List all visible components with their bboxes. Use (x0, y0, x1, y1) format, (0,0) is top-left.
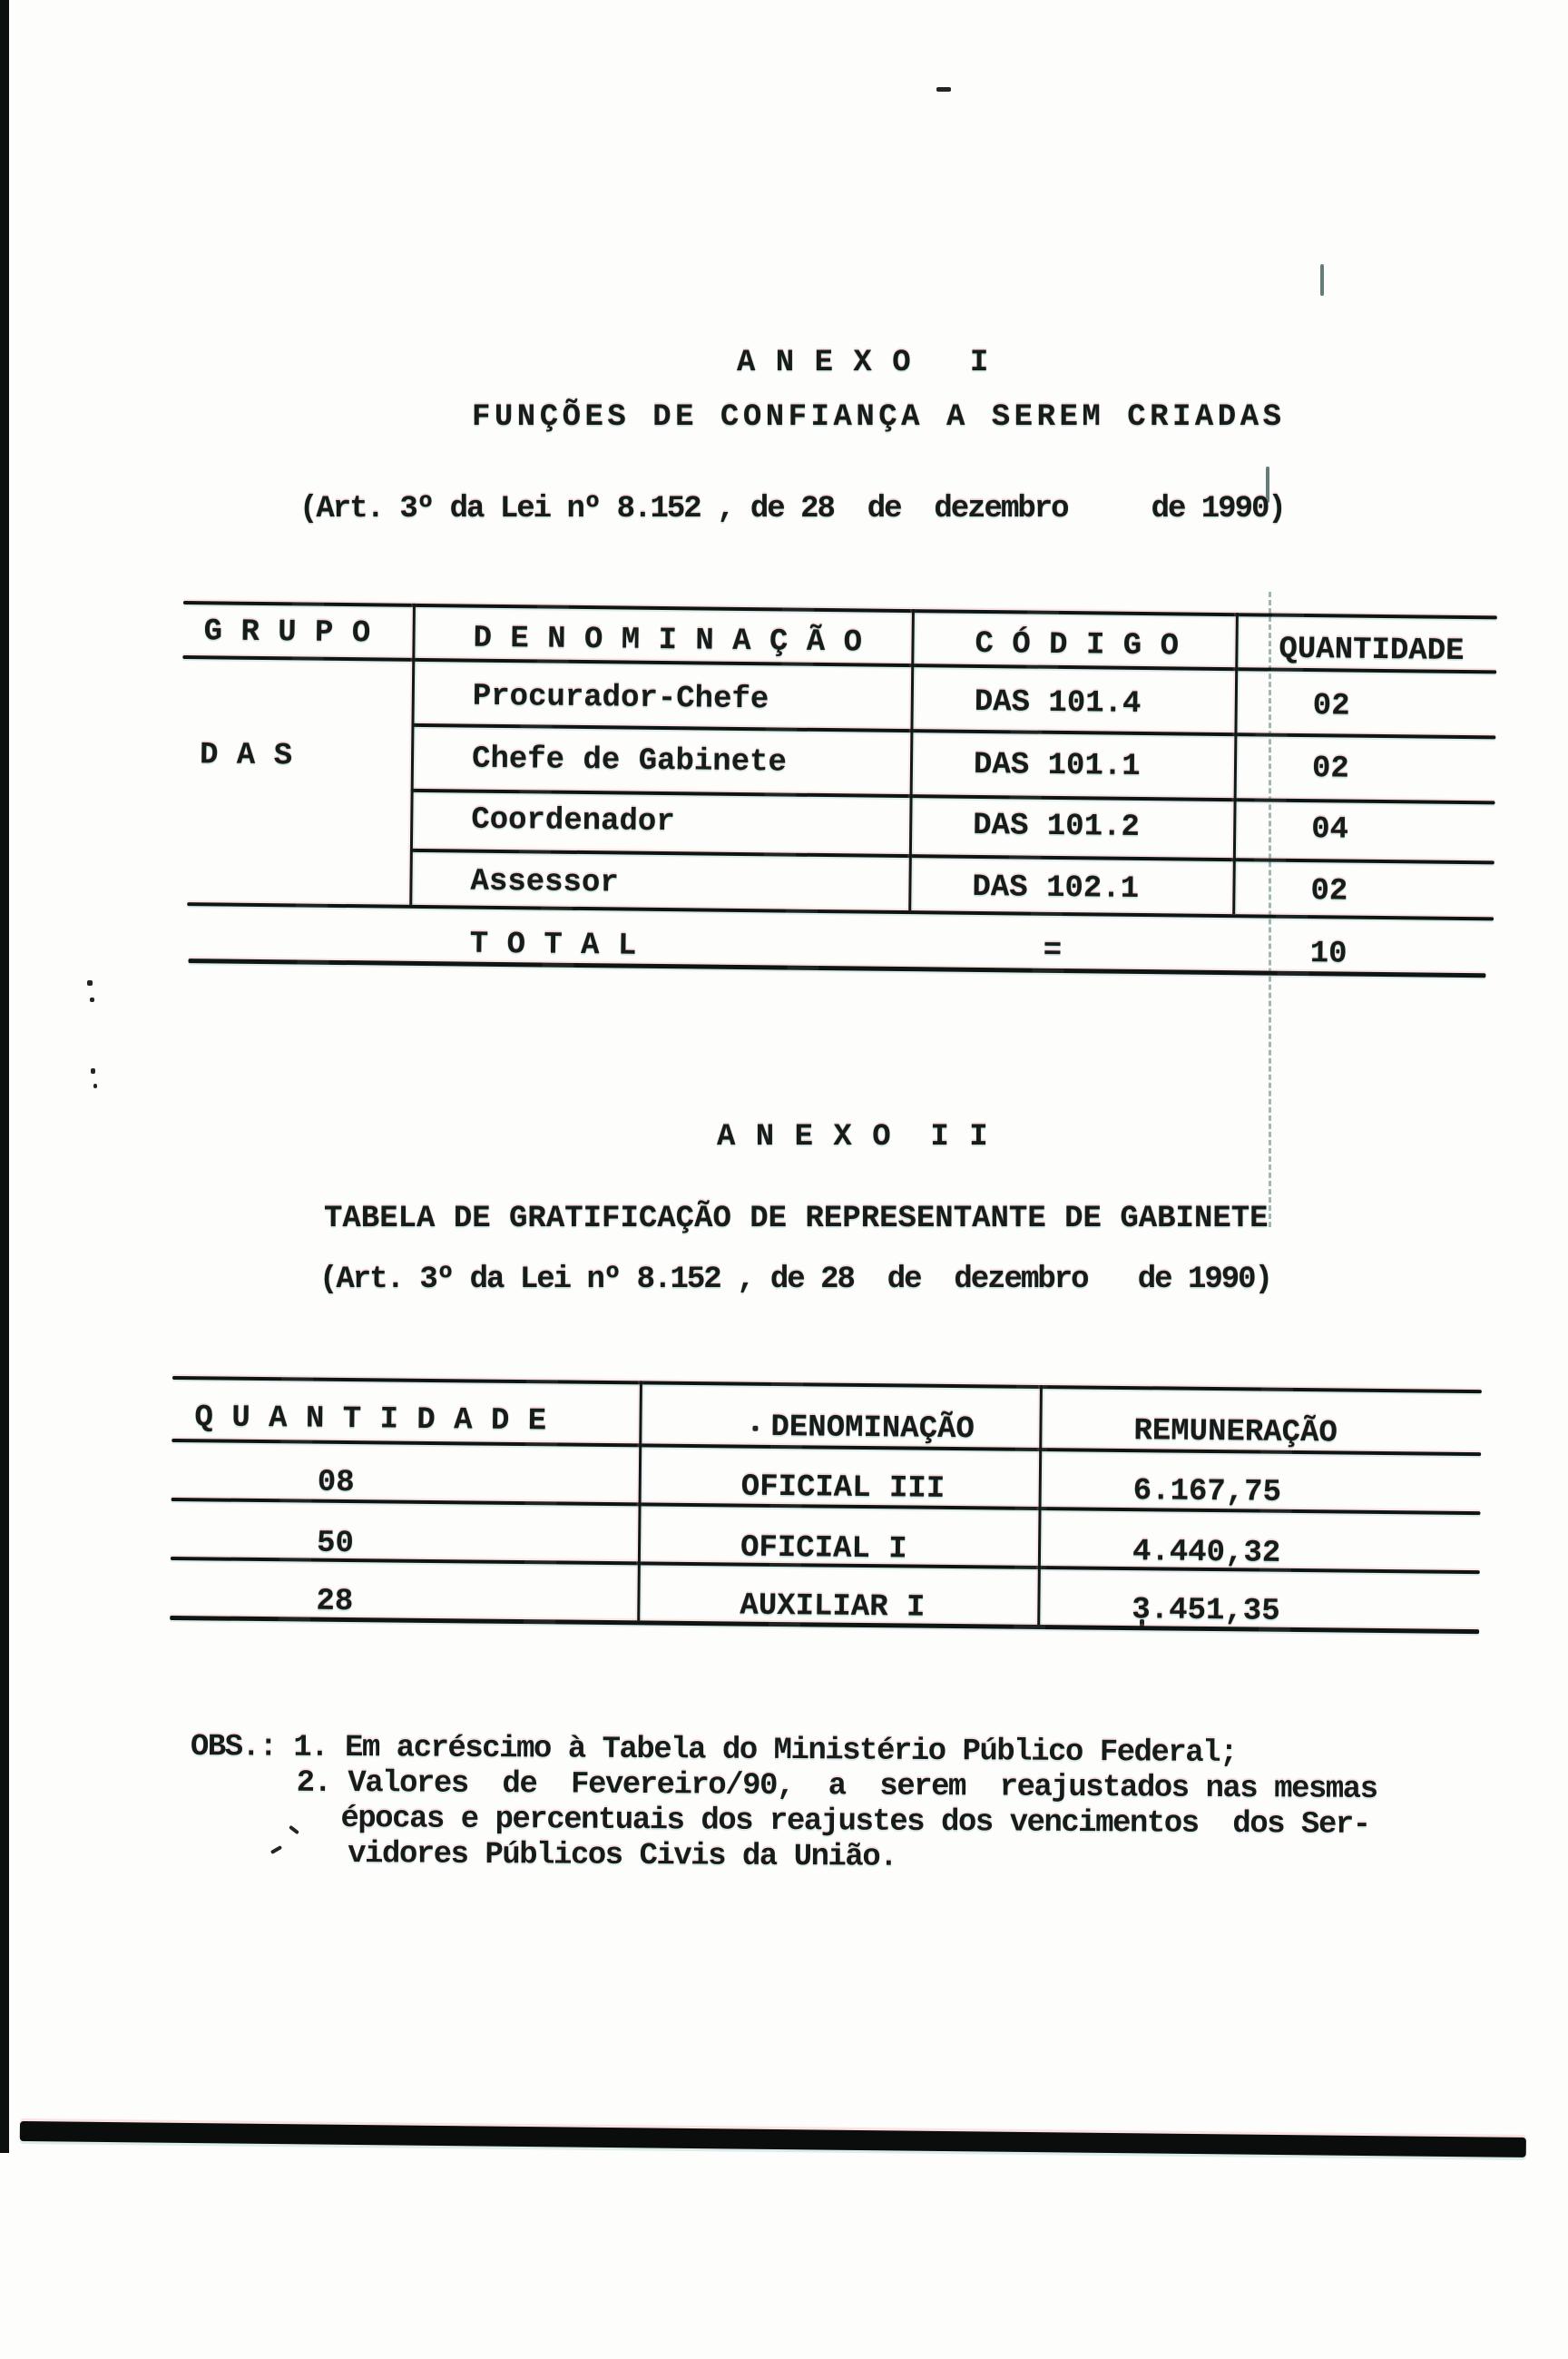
anexo2-law-reference: (Art. 3º da Lei nº 8.152 , de 28 de dezembro de 1990) (319, 1263, 1271, 1297)
column-header-denominacao: D E N O M I N A Ç Ã O (473, 621, 863, 661)
anexo1-subtitle: FUNÇÕES DE CONFIANÇA A SEREM CRIADAS (472, 400, 1286, 435)
codigo-cell: DAS 101.2 (973, 808, 1141, 845)
scan-speck (91, 1068, 95, 1074)
codigo-cell: DAS 101.1 (973, 747, 1141, 784)
column-header-quantidade: Q U A N T I D A D E (194, 1401, 547, 1440)
denominacao-cell: AUXILIAR I (740, 1588, 926, 1626)
denominacao-cell: Assessor (470, 864, 619, 901)
scan-bottom-bar-artifact (20, 2121, 1526, 2158)
anexo2-table (170, 1376, 1482, 1631)
anexo1-table (179, 601, 1496, 977)
anexo2-subtitle: TABELA DE GRATIFICAÇÃO DE REPRESENTANTE DE GABINETE (324, 1202, 1269, 1236)
quantidade-cell: 04 (1311, 812, 1349, 848)
quantidade-cell: 28 (316, 1584, 354, 1620)
quantidade-cell: 50 (316, 1526, 355, 1562)
scan-speck (93, 1084, 97, 1088)
total-value: 10 (1309, 937, 1348, 972)
scan-left-edge-artifact (0, 0, 9, 2153)
obs-line-2: 2. Valores de Fevereiro/90, a serem reajustados nas mesmas (296, 1765, 1377, 1807)
column-header-grupo: G R U P O (203, 614, 371, 652)
scan-speck (936, 87, 951, 92)
quantidade-cell: 02 (1310, 874, 1348, 909)
obs-line-4: vidores Públicos Civis da União. (348, 1837, 897, 1875)
denominacao-cell: OFICIAL I (740, 1530, 907, 1568)
obs-line-3: épocas e percentuais dos reajustes dos vencimentos dos Ser- (340, 1802, 1370, 1843)
quantidade-cell: 02 (1311, 752, 1350, 787)
remuneracao-cell: 4.440,32 (1132, 1535, 1281, 1571)
scan-speck (1320, 264, 1324, 296)
denominacao-cell: OFICIAL III (740, 1469, 946, 1507)
codigo-cell: DAS 101.4 (974, 684, 1142, 722)
codigo-cell: DAS 102.1 (972, 870, 1140, 907)
column-header-quantidade: QUANTIDADE (1279, 632, 1465, 670)
denominacao-cell: Procurador-Chefe (472, 679, 769, 718)
denominacao-cell: Chefe de Gabinete (471, 742, 788, 781)
scan-speck (87, 980, 93, 986)
obs-line-1: OBS.: 1. Em acréscimo à Tabela do Ministério Público Federal; (190, 1730, 1238, 1772)
column-header-denominacao: DENOMINAÇÃO (770, 1410, 975, 1448)
column-header-codigo: C Ó D I G O (975, 626, 1180, 664)
total-equals-sign: = (1043, 933, 1063, 969)
quantidade-cell: 08 (317, 1465, 355, 1501)
anexo2-title: A N E X O I I (717, 1120, 989, 1155)
quantidade-cell: 02 (1312, 689, 1350, 724)
group-cell: D A S (199, 738, 293, 774)
denominacao-cell: Coordenador (471, 802, 675, 840)
remuneracao-cell: 3.451,35 (1132, 1593, 1280, 1629)
column-header-remuneracao: REMUNERAÇÃO (1133, 1414, 1338, 1451)
total-label: T O T A L (469, 927, 637, 964)
scan-speck (90, 998, 94, 1002)
anexo1-law-reference: (Art. 3º da Lei nº 8.152 , de 28 de dezembro de 1990) (299, 492, 1285, 526)
observations-block (190, 1730, 1377, 1879)
anexo1-title: A N E X O I (737, 346, 990, 380)
remuneracao-cell: 6.167,75 (1132, 1474, 1282, 1510)
